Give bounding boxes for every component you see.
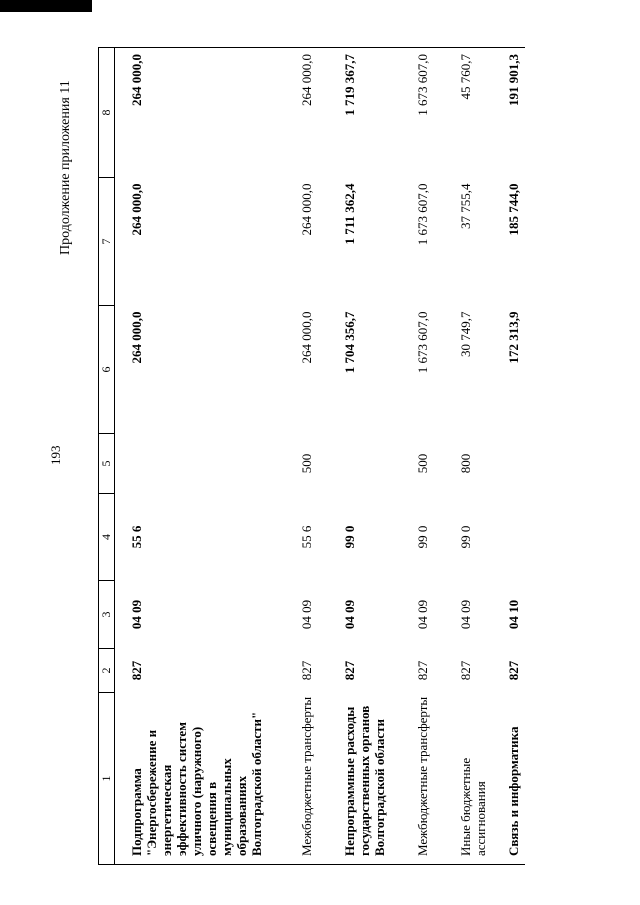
cell-year3: 264 000,0 (285, 48, 328, 178)
table-row (444, 48, 492, 865)
cell-year2: 1 673 607,0 (414, 183, 430, 246)
cell-ministry: 827 (505, 660, 521, 681)
cell-year1: 264 000,0 (129, 311, 144, 364)
cell-target: 55 6 (298, 525, 314, 549)
column-header: 4 (99, 494, 115, 581)
cell-ministry: 827 (341, 660, 357, 681)
row-name: Подпрограмма "Энергосбережение и энергетическая эффективность систем уличного (наружного) освещения в муниципальных образованиях Волгоградской области" (115, 693, 285, 865)
cell-expense-type (492, 434, 525, 494)
cell-section: 04 09 (298, 599, 314, 630)
page-number: 193 (48, 445, 63, 465)
table-row (285, 48, 328, 865)
cell-target: 99 0 (341, 525, 357, 549)
table-row (328, 48, 401, 865)
cell-expense-type (328, 434, 401, 494)
row-name: Межбюджетные трансферты (285, 693, 328, 865)
cell-expense-type (115, 434, 285, 494)
cell-target: 55 6 (129, 525, 144, 549)
cell-year1: 264 000,0 (298, 311, 314, 364)
cell-year3: 191 901,3 (492, 48, 525, 178)
cell-year3: 45 760,7 (444, 48, 492, 178)
column-header: 6 (99, 306, 115, 434)
cell-year2: 37 755,4 (457, 183, 473, 229)
cell-target (492, 494, 525, 581)
row-name: Связь и информатика (492, 693, 525, 865)
table-row (401, 48, 444, 865)
cell-expense-type: 800 (457, 453, 473, 474)
column-header: 3 (99, 581, 115, 649)
column-header: 5 (99, 434, 115, 494)
scan-edge-mark (0, 0, 92, 12)
cell-year3: 1 719 367,7 (328, 48, 401, 178)
cell-year1: 1 673 607,0 (414, 311, 430, 374)
continuation-heading: Продолжение приложения 11 (58, 80, 73, 255)
cell-ministry: 827 (457, 660, 473, 681)
header-row (99, 48, 115, 865)
cell-section: 04 09 (129, 599, 144, 630)
cell-year2: 264 000,0 (129, 183, 144, 236)
cell-year3: 264 000,0 (115, 48, 285, 178)
cell-section: 04 10 (505, 599, 521, 630)
cell-expense-type: 500 (414, 453, 430, 474)
cell-year1: 172 313,9 (505, 311, 521, 364)
cell-section: 04 09 (341, 599, 357, 630)
table-row (115, 48, 285, 865)
cell-ministry: 827 (129, 660, 144, 681)
column-header: 1 (99, 693, 115, 865)
cell-ministry: 827 (298, 660, 314, 681)
cell-year2: 264 000,0 (298, 183, 314, 236)
column-header: 2 (99, 649, 115, 693)
row-name: Непрограммные расходы государственных органов Волгоградской области (328, 693, 401, 865)
budget-table (98, 47, 525, 865)
cell-section: 04 09 (414, 599, 430, 630)
row-name: Иные бюджетные ассигнования (444, 693, 492, 865)
cell-target: 99 0 (414, 525, 430, 549)
table-row (492, 48, 525, 865)
cell-year2: 1 711 362,4 (341, 183, 357, 245)
cell-section: 04 09 (457, 599, 473, 630)
column-header: 7 (99, 178, 115, 306)
cell-year1: 1 704 356,7 (341, 311, 357, 374)
row-name: Межбюджетные трансферты (401, 693, 444, 865)
cell-year2: 185 744,0 (505, 183, 521, 236)
cell-year1: 30 749,7 (457, 311, 473, 357)
cell-year3: 1 673 607,0 (401, 48, 444, 178)
column-header: 8 (99, 48, 115, 178)
cell-ministry: 827 (414, 660, 430, 681)
cell-target: 99 0 (457, 525, 473, 549)
cell-expense-type: 500 (298, 453, 314, 474)
